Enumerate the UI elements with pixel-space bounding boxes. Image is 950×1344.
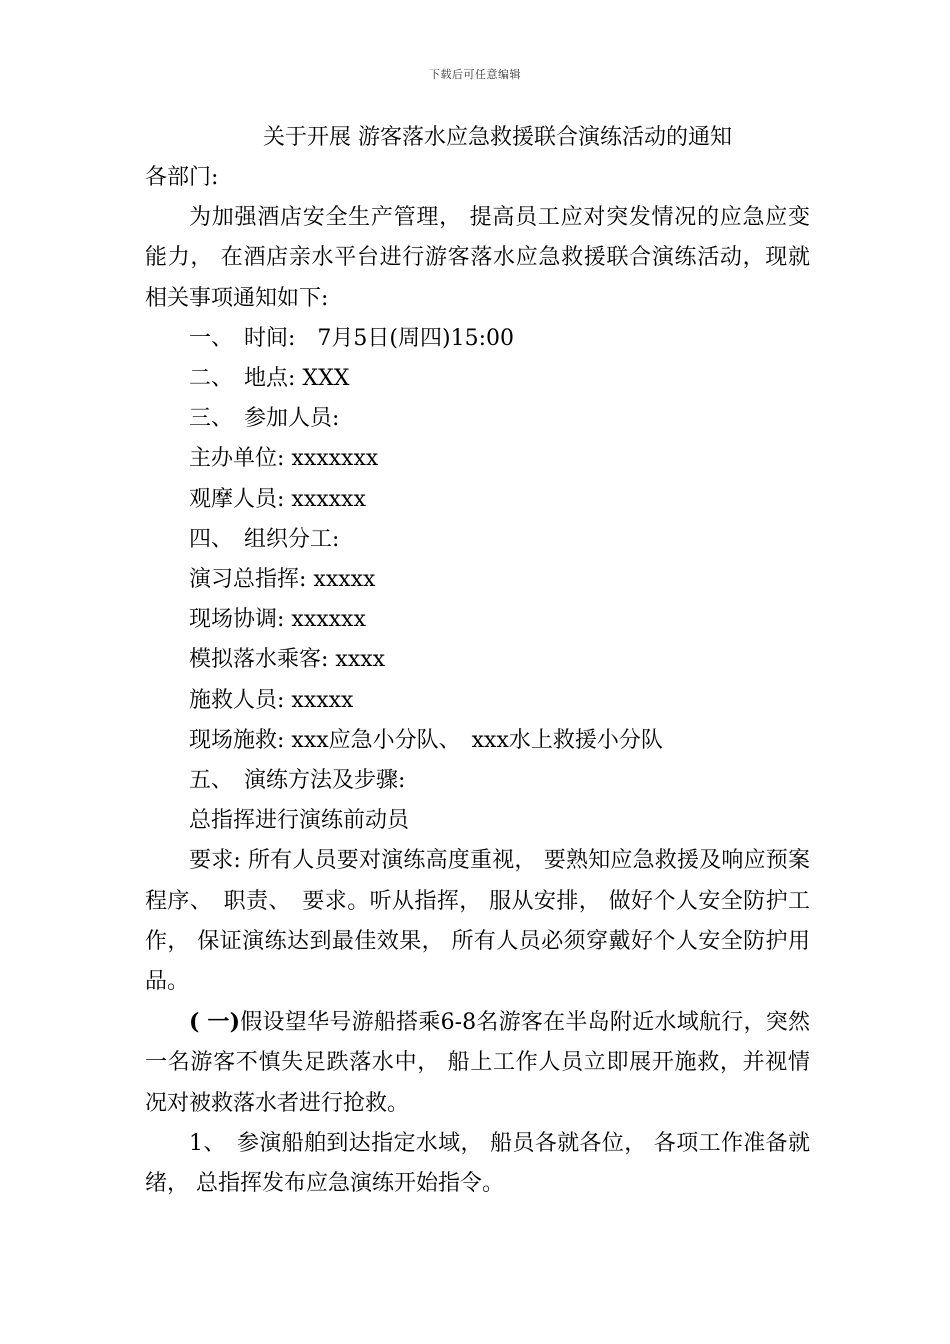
- scenario-marker: ( 一): [189, 1009, 241, 1036]
- scenario-text: 假设望华号游船搭乘6-8名游客在半岛附近水域航行，突然一名游客不慎失足跌落水中， 船上工作人员立即展开施救，并视情况对被救落水者进行抢救。: [145, 1010, 810, 1116]
- document-body: [145, 118, 810, 1204]
- item-simulated-passenger: 模拟落水乘客: xxxx: [189, 647, 386, 673]
- item-org-heading: 四、 组织分工:: [189, 526, 340, 552]
- item-mobilization: 总指挥进行演练前动员: [189, 808, 410, 834]
- item-commander: 演习总指挥: xxxxx: [189, 567, 376, 593]
- scenario-paragraph: [145, 1002, 810, 1124]
- intro-paragraph: 为加强酒店安全生产管理， 提高员工应对突发情况的应急应变能力， 在酒店亲水平台进行游客落水应急救援联合演练活动，现就相关事项通知如下:: [145, 205, 810, 311]
- item-participants-heading: 三、 参加人员:: [189, 406, 340, 432]
- header-note: 下载后可任意编辑: [429, 68, 521, 81]
- step1-paragraph: 1、 参演船舶到达指定水域， 船员各就各位， 各项工作准备就绪， 总指挥发布应急演练开始指令。: [145, 1130, 810, 1197]
- item-method-heading: 五、 演练方法及步骤:: [189, 768, 406, 794]
- salutation: 各部门:: [145, 165, 219, 190]
- item-observers: 观摩人员: xxxxxx: [189, 486, 366, 512]
- item-rescuers: 施救人员: xxxxx: [189, 687, 354, 713]
- item-time: 一、 时间: 7月5日(周四)15:00: [189, 325, 514, 351]
- item-place: 二、 地点: XXX: [189, 366, 350, 392]
- requirements-paragraph: 要求: 所有人员要对演练高度重视， 要熟知应急救援及响应预案程序、 职责、 要求。听从指挥， 服从安排， 做好个人安全防护工作， 保证演练达到最佳效果， 所有人员必须穿戴好个人安全防护用品。: [145, 848, 810, 995]
- item-onsite-rescue: 现场施救: xxx应急小分队、 xxx水上救援小分队: [189, 727, 663, 753]
- item-host: 主办单位: xxxxxxx: [189, 446, 379, 472]
- item-coordinator: 现场协调: xxxxxx: [189, 607, 366, 633]
- document-title: 关于开展 游客落水应急救援联合演练活动的通知: [263, 125, 732, 150]
